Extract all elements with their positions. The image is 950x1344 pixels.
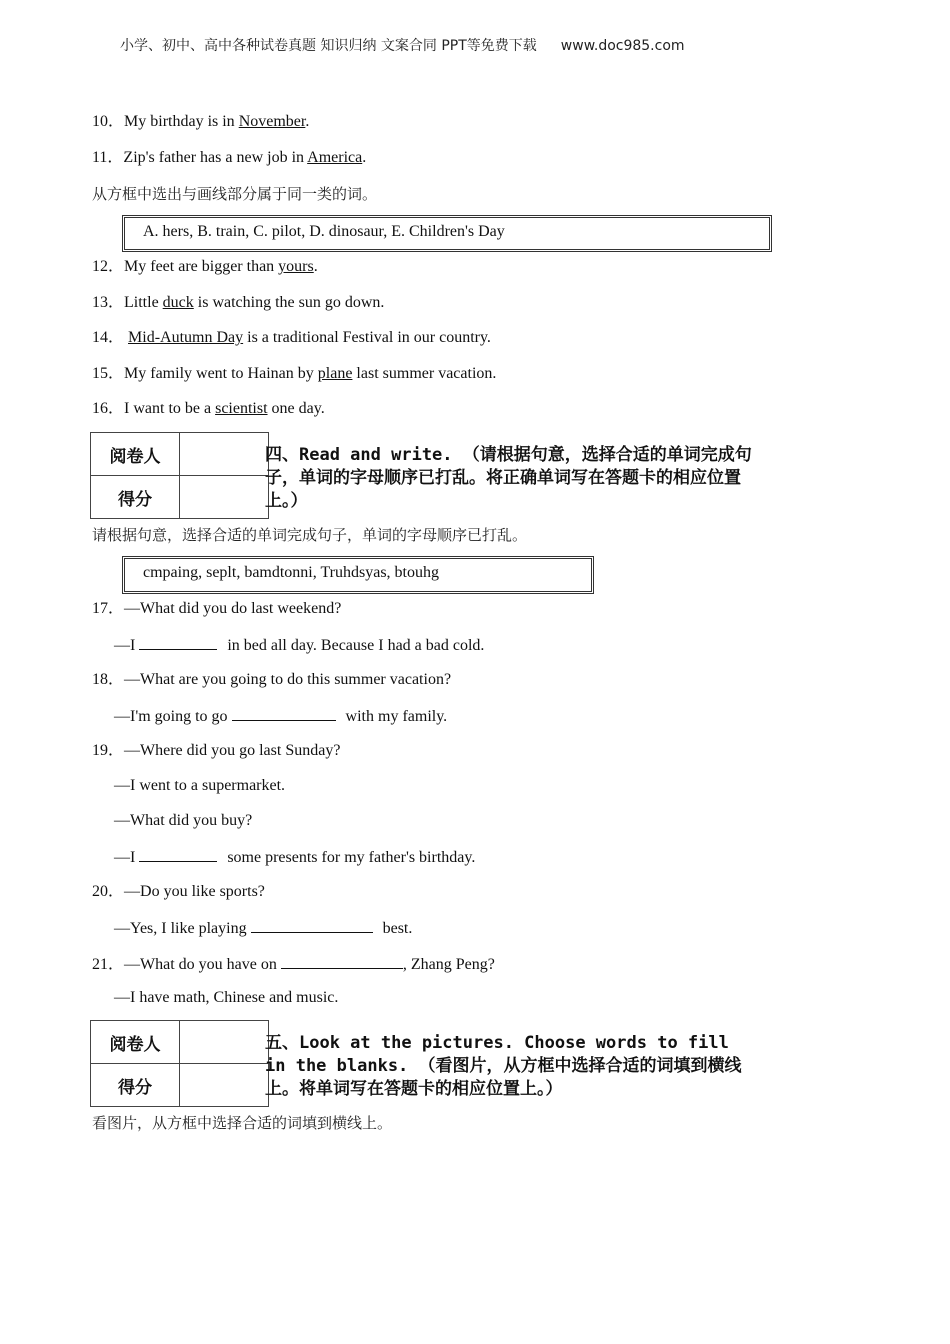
answer-19-a: —I went to a supermarket. bbox=[114, 777, 286, 794]
question-17: 17．—What did you do last weekend? bbox=[92, 600, 342, 617]
question-19: 19．—Where did you go last Sunday? bbox=[92, 742, 341, 759]
reviewer-field[interactable] bbox=[180, 433, 269, 476]
section-4-instruction: 请根据句意，选择合适的单词完成句子，单词的字母顺序已打乱。 bbox=[92, 526, 528, 544]
grader-table bbox=[90, 432, 269, 519]
question-20: 20．—Do you like sports? bbox=[92, 883, 265, 900]
score-field[interactable] bbox=[180, 1064, 269, 1107]
answer-19-b: —What did you buy? bbox=[114, 812, 253, 829]
question-11: 11．Zip's father has a new job in America. bbox=[92, 149, 367, 166]
question-13: 13．Little duck is watching the sun go down. bbox=[92, 294, 385, 311]
answer-18: —I'm going to go with my family. bbox=[114, 705, 447, 727]
reviewer-label: 阅卷人 bbox=[91, 1021, 180, 1064]
word-bank-box bbox=[122, 215, 772, 252]
underlined-word: duck bbox=[162, 294, 194, 311]
header-url[interactable]: www.doc985.com bbox=[560, 38, 685, 54]
answer-21: —I have math, Chinese and music. bbox=[114, 989, 339, 1006]
question-18: 18．—What are you going to do this summer vacation? bbox=[92, 671, 452, 688]
score-label: 得分 bbox=[91, 1064, 180, 1107]
question-15: 15．My family went to Hainan by plane last summer vacation. bbox=[92, 365, 497, 382]
underlined-word: plane bbox=[317, 365, 353, 382]
section-5-instruction: 看图片，从方框中选择合适的词填到横线上。 bbox=[92, 1114, 393, 1132]
section-5-title: 五、Look at the pictures. Choose words to fill in the blanks. （看图片，从方框中选择合适的词填到横线上。将单词写在答题卡的相应位置上。） bbox=[265, 1033, 742, 1099]
answer-17: —I in bed all day. Because I had a bad cold. bbox=[114, 634, 484, 656]
underlined-word: Mid-Autumn Day bbox=[128, 329, 244, 346]
underlined-word: yours bbox=[278, 258, 314, 275]
grader-table-2 bbox=[90, 1020, 269, 1107]
section-4-title: 四、Read and write. （请根据句意，选择合适的单词完成句子，单词的字母顺序已打乱。将正确单词写在答题卡的相应位置上。） bbox=[265, 445, 752, 511]
reviewer-label: 阅卷人 bbox=[91, 433, 180, 476]
answer-20: —Yes, I like playing best. bbox=[114, 917, 412, 939]
answer-blank[interactable] bbox=[139, 634, 217, 650]
word-bank-text: A. hers, B. train, C. pilot, D. dinosaur, E. Children's Day bbox=[143, 223, 505, 240]
scrambled-words-text: cmpaing, seplt, bamdtonni, Truhdsyas, btouhg bbox=[143, 564, 439, 581]
answer-blank[interactable] bbox=[251, 917, 373, 933]
underlined-word: scientist bbox=[215, 400, 268, 417]
reviewer-field[interactable] bbox=[180, 1021, 269, 1064]
question-21: 21．—What do you have on , Zhang Peng? bbox=[92, 953, 495, 975]
underlined-word: America bbox=[307, 149, 363, 166]
score-field[interactable] bbox=[180, 476, 269, 519]
question-14: 14． Mid-Autumn Day is a traditional Festival in our country. bbox=[92, 329, 491, 346]
answer-blank[interactable] bbox=[139, 846, 217, 862]
question-12: 12．My feet are bigger than yours. bbox=[92, 258, 318, 275]
answer-blank[interactable] bbox=[281, 953, 403, 969]
underlined-word: November bbox=[238, 113, 306, 130]
question-10: 10．My birthday is in November. bbox=[92, 113, 310, 130]
score-label: 得分 bbox=[91, 476, 180, 519]
answer-blank[interactable] bbox=[232, 705, 336, 721]
part3-instruction: 从方框中选出与画线部分属于同一类的词。 bbox=[92, 185, 378, 203]
header-text: 小学、初中、高中各种试卷真题 知识归纳 文案合同 PPT等免费下载 bbox=[120, 38, 537, 54]
answer-19-c: —I some presents for my father's birthday. bbox=[114, 846, 475, 868]
page-header bbox=[120, 35, 685, 55]
question-16: 16．I want to be a scientist one day. bbox=[92, 400, 325, 417]
scrambled-words-box bbox=[122, 556, 594, 594]
